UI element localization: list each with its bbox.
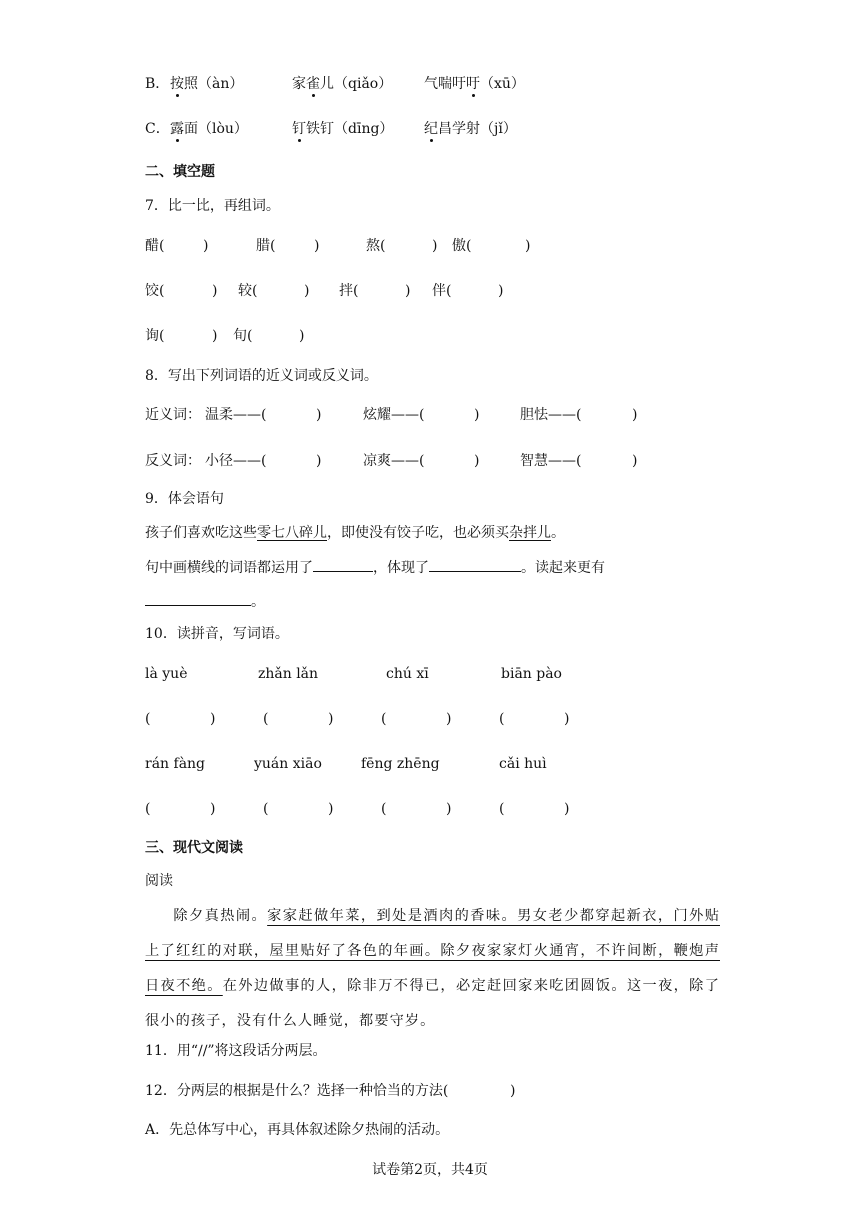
q7-item: 拌( <box>339 283 359 299</box>
bracket-close: ) <box>328 711 334 727</box>
pinyin-label: rán fàng <box>145 756 206 772</box>
q7-item: 询( <box>145 328 165 344</box>
q8-close: ) <box>632 407 638 423</box>
bracket-close: ) <box>210 801 216 817</box>
dotted-char: 按 <box>170 76 184 92</box>
q7-close: ) <box>203 238 209 254</box>
bracket-close: ) <box>328 801 334 817</box>
bracket-open: ( <box>381 711 387 727</box>
dotted-char: 吁 <box>466 76 480 92</box>
q12-option-a[interactable]: A．先总体写中心，再具体叙述除夕热闹的活动。 <box>145 1122 450 1138</box>
q6-option-c-item-2: 钉铁钉（dīng） <box>292 121 394 137</box>
q6-option-c-item-3: 纪昌学射（jǐ） <box>424 121 517 137</box>
q8-close: ) <box>316 407 322 423</box>
q8-item: 小径——( <box>205 453 267 469</box>
q7-item: 傲( <box>452 238 472 254</box>
dotted-char: 雀 <box>306 76 320 92</box>
dotted-char: 露 <box>170 121 184 137</box>
q8-close: ) <box>474 407 480 423</box>
pinyin-label: biān pào <box>501 666 562 682</box>
q7-close: ) <box>304 283 310 299</box>
answer-blank[interactable] <box>313 557 373 572</box>
q7-item: 饺( <box>145 283 165 299</box>
q6-option-b-item-1: 按照（àn） <box>170 76 244 92</box>
q6-option-c <box>145 119 170 139</box>
bracket-close: ) <box>564 801 570 817</box>
pinyin-label: zhǎn lǎn <box>258 666 319 682</box>
underlined-passage: 家家赶做年菜，到处是酒肉的香味。男女老少都穿起新衣，门外贴上了红红的对联，屋里贴好了各色的年画。除夕夜家家灯火通宵，不许间断，鞭炮声日夜不绝。 <box>145 908 720 994</box>
question-title: 10．读拼音，写词语。 <box>145 626 289 642</box>
q8-antonym-label: 反义词： <box>145 453 201 469</box>
q7-item: 较( <box>238 283 258 299</box>
bracket-close: ) <box>446 711 452 727</box>
q7-close: ) <box>498 283 504 299</box>
q8-item: 炫耀——( <box>363 407 425 423</box>
bracket-close: ) <box>564 711 570 727</box>
q6-option-b-item-2: 家雀儿（qiǎo） <box>292 76 393 92</box>
answer-blank[interactable] <box>145 591 251 606</box>
bracket-close: ) <box>210 711 216 727</box>
bracket-open: ( <box>499 801 505 817</box>
q9-question: 句中画横线的词语都运用了 ，体现了 。读起来更有 <box>145 557 605 578</box>
q7-close: ) <box>212 328 218 344</box>
dotted-char: 纪 <box>424 121 438 137</box>
q7-item: 醋( <box>145 238 165 254</box>
bracket-open: ( <box>145 801 151 817</box>
question-title: 8．写出下列词语的近义词或反义词。 <box>145 368 378 384</box>
q7-item: 旬( <box>233 328 253 344</box>
q9-sentence: 孩子们喜欢吃这些零七八碎儿，即使没有饺子吃，也必须买杂拌儿。 <box>145 525 565 541</box>
pinyin-label: chú xī <box>386 666 429 682</box>
q12-close: ) <box>510 1083 516 1099</box>
q7-item: 熬( <box>366 238 386 254</box>
reading-passage: 除夕真热闹。家家赶做年菜，到处是酒肉的香味。男女老少都穿起新衣，门外贴上了红红的对联，屋里贴好了各色的年画。除夕夜家家灯火通宵，不许间断，鞭炮声日夜不绝。在外边做事的人，除非万不得已，必定赶回家来吃团圆饭。这一夜，除了很小的孩子，没有什么人睡觉，都要守岁。 <box>145 908 720 1029</box>
q7-close: ) <box>212 283 218 299</box>
q8-close: ) <box>316 453 322 469</box>
q6-option-b <box>145 74 169 94</box>
q8-close: ) <box>632 453 638 469</box>
answer-blank[interactable] <box>429 557 521 572</box>
q8-item: 凉爽——( <box>363 453 425 469</box>
section-heading: 三、现代文阅读 <box>145 840 243 856</box>
bracket-open: ( <box>145 711 151 727</box>
reading-label: 阅读 <box>145 873 173 889</box>
q8-synonym-label: 近义词： <box>145 407 201 423</box>
pinyin-label: yuán xiāo <box>254 756 322 772</box>
q6-option-b-item-3: 气喘吁吁（xū） <box>424 76 525 92</box>
bracket-open: ( <box>263 711 269 727</box>
q7-item: 伴( <box>432 283 452 299</box>
pinyin-label: là yuè <box>145 666 188 682</box>
q9-question-end: 。 <box>145 591 265 612</box>
option-letter: C． <box>145 121 170 137</box>
question-title: 11．用“∕∕”将这段话分两层。 <box>145 1043 327 1059</box>
underlined-word: 杂拌儿 <box>509 525 551 541</box>
section-heading: 二、填空题 <box>145 164 215 180</box>
q8-item: 胆怯——( <box>520 407 582 423</box>
q7-close: ) <box>525 238 531 254</box>
bracket-open: ( <box>263 801 269 817</box>
q7-close: ) <box>432 238 438 254</box>
underlined-word: 零七八碎儿 <box>257 525 327 541</box>
q8-item: 温柔——( <box>205 407 267 423</box>
q6-option-c-item-1: 露面（lòu） <box>170 121 248 137</box>
q8-close: ) <box>474 453 480 469</box>
bracket-close: ) <box>446 801 452 817</box>
q8-item: 智慧——( <box>520 453 582 469</box>
bracket-open: ( <box>381 801 387 817</box>
pinyin-label: fēng zhēng <box>361 756 440 772</box>
question-title: 7．比一比，再组词。 <box>145 198 280 214</box>
bracket-open: ( <box>499 711 505 727</box>
q7-close: ) <box>299 328 305 344</box>
page-footer: 试卷第2页，共4页 <box>372 1162 488 1178</box>
q7-item: 腊( <box>256 238 276 254</box>
option-letter: B． <box>145 76 170 92</box>
q7-close: ) <box>314 238 320 254</box>
question-title: 9．体会语句 <box>145 491 224 507</box>
q7-close: ) <box>405 283 411 299</box>
q12-title: 12．分两层的根据是什么？选择一种恰当的方法( <box>145 1083 449 1099</box>
pinyin-label: cǎi huì <box>499 756 547 772</box>
dotted-char: 钉 <box>292 121 306 137</box>
